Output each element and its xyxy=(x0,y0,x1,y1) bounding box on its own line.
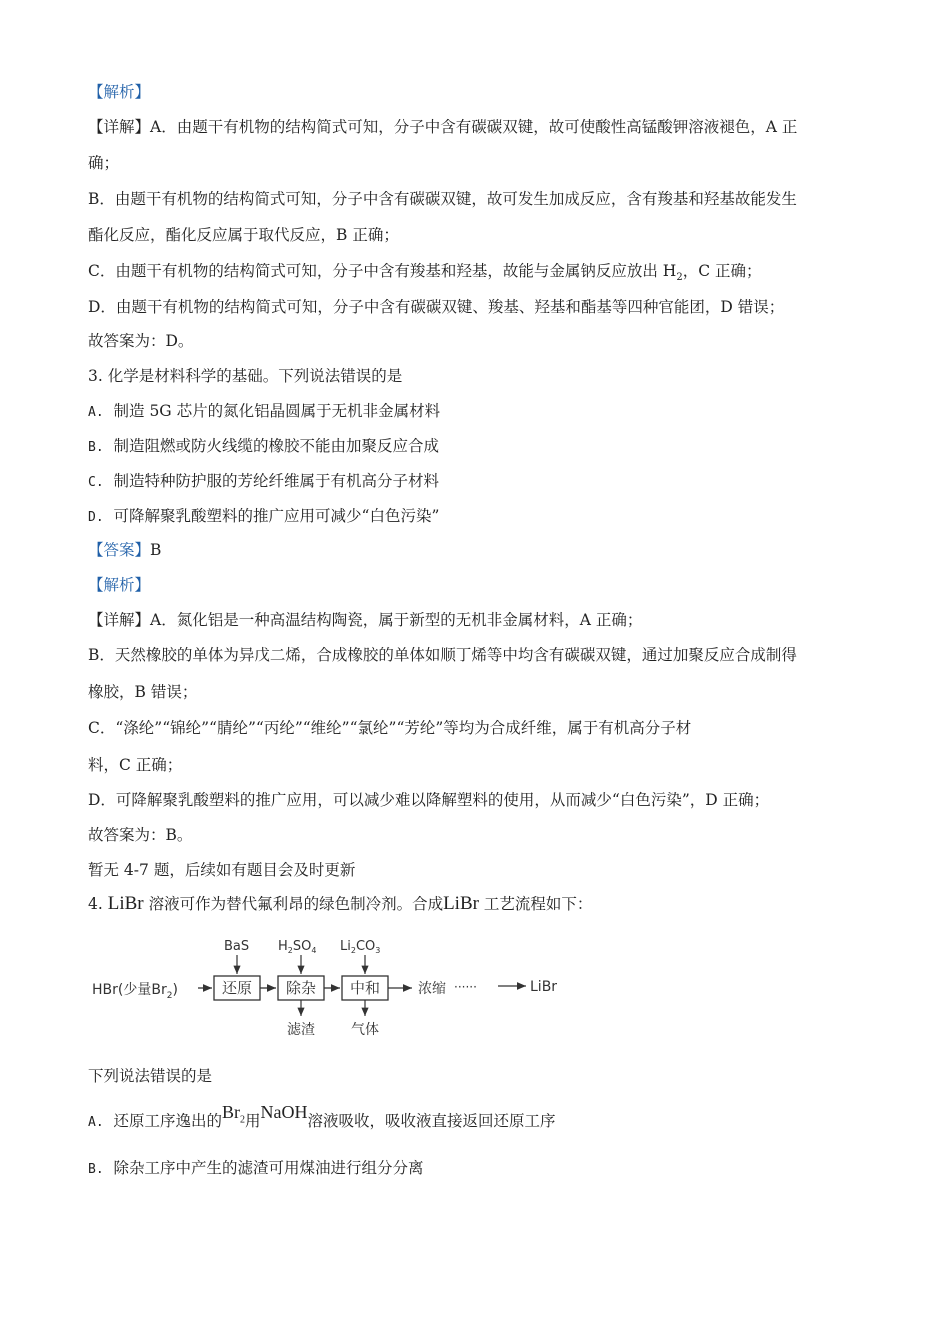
q3-explain-4: C．“涤纶”“锦纶”“腈纶”“丙纶”“维纶”“氯纶”“芳纶”等均为合成纤维，属于有机高分子材 xyxy=(88,719,692,737)
q3-answer xyxy=(88,540,161,560)
q4-option-a xyxy=(88,1102,556,1139)
q4-number: 4. xyxy=(88,895,103,913)
q4-option-b xyxy=(88,1158,424,1180)
q3-explain-2: B．天然橡胶的单体为异戊二烯，合成橡胶的单体如顺丁烯等中均含有碳碳双键，通过加聚反应合成制得 xyxy=(88,646,797,664)
flow-output-residue: 滤渣 xyxy=(287,1022,315,1038)
reagent-bas: BaS xyxy=(224,939,250,954)
flow-product: LiBr xyxy=(530,979,558,995)
detail-line-1: 【详解】A．由题干有机物的结构简式可知，分子中含有碳碳双键，故可使酸性高锰酸钾溶液褪色，A 正 xyxy=(88,118,798,136)
q3-explain-7: 故答案为：B。 xyxy=(88,826,193,844)
flow-step-purify: 除杂 xyxy=(285,979,317,997)
q3-option-b xyxy=(88,436,439,458)
detail-line-5-tail: ，C 正确； xyxy=(682,262,762,280)
q3-option-a xyxy=(88,401,440,423)
detail-line-5-text: C．由题干有机物的结构简式可知，分子中含有羧基和羟基，故能与金属钠反应放出 H xyxy=(88,262,677,280)
reagent-li2co3: $Li_2CO_3$ xyxy=(340,939,381,955)
detail-line-5 xyxy=(88,261,761,288)
q3-explain-5: 料，C 正确； xyxy=(88,756,183,774)
update-note: 暂无 4-7 题，后续如有题目会及时更新 xyxy=(88,861,356,879)
option-text: 制造特种防护服的芳纶纤维属于有机高分子材料 xyxy=(113,472,440,490)
formula-naoh: NaOH xyxy=(260,1102,308,1122)
option-text: 用 xyxy=(245,1112,261,1130)
q3-explain-6: D．可降解聚乳酸塑料的推广应用，可以减少难以降解塑料的使用，从而减少“白色污染”，D 正确； xyxy=(88,791,770,809)
reagent-h2so4: $H_2SO_4$ xyxy=(278,939,317,955)
flow-step-neutralize: 中和 xyxy=(349,979,381,997)
q4-stem-text: 溶液可作为替代氟利昂的绿色制冷剂。合成 xyxy=(148,895,444,913)
option-letter: B. xyxy=(88,440,104,455)
q3-explain-3: 橡胶，B 错误； xyxy=(88,683,198,701)
option-text: 还原工序逸出的 xyxy=(113,1112,223,1130)
formula-br2: $Br_2$ xyxy=(222,1102,246,1126)
option-text: 除杂工序中产生的滤渣可用煤油进行组分分离 xyxy=(113,1159,424,1177)
subscript: 2 xyxy=(676,272,683,284)
option-letter: A. xyxy=(88,405,104,420)
option-text: 溶液吸收，吸收液直接返回还原工序 xyxy=(307,1112,556,1130)
q4-stem xyxy=(88,894,592,914)
q3-explain-1: 【详解】A．氮化铝是一种高温结构陶瓷，属于新型的无机非金属材料，A 正确； xyxy=(88,611,643,629)
analysis-heading: 【解析】 xyxy=(88,83,151,101)
option-letter: A. xyxy=(88,1115,104,1130)
q4-prompt: 下列说法错误的是 xyxy=(88,1067,213,1085)
detail-line-4: 酯化反应，酯化反应属于取代反应，B 正确； xyxy=(88,226,399,244)
q3-analysis-heading: 【解析】 xyxy=(88,576,151,594)
process-flow-diagram xyxy=(88,930,608,1045)
option-text: 制造阻燃或防火线缆的橡胶不能由加聚反应合成 xyxy=(113,437,440,455)
q4-stem-tail: 工艺流程如下： xyxy=(483,895,593,913)
flow-step-reduce: 还原 xyxy=(221,979,253,997)
flow-concentrate: 浓缩 xyxy=(418,981,446,997)
option-letter: C. xyxy=(88,475,104,490)
q3-stem: 3. 化学是材料科学的基础。下列说法错误的是 xyxy=(88,367,403,385)
answer-value: B xyxy=(150,541,162,559)
option-letter: D. xyxy=(88,510,104,525)
flow-input: HBr(少量$Br_2$) xyxy=(92,982,178,1001)
detail-line-2: 确； xyxy=(88,154,120,172)
formula-libr: LiBr xyxy=(107,893,144,914)
q3-option-c xyxy=(88,471,439,493)
q3-option-d xyxy=(88,506,439,528)
option-letter: B. xyxy=(88,1162,104,1177)
detail-line-3: B．由题干有机物的结构简式可知，分子中含有碳碳双键，故可发生加成反应，含有羧基和羟基故能发生 xyxy=(88,190,797,208)
answer-label: 【答案】 xyxy=(88,541,151,559)
flow-output-gas: 气体 xyxy=(351,1022,379,1038)
option-text: 可降解聚乳酸塑料的推广应用可减少“白色污染” xyxy=(113,507,440,525)
answer-line: 故答案为：D。 xyxy=(88,332,194,350)
option-text: 制造 5G 芯片的氮化铝晶圆属于无机非金属材料 xyxy=(113,402,441,420)
flow-dots: ······ xyxy=(454,980,477,994)
formula-libr: LiBr xyxy=(443,893,479,914)
detail-line-6: D．由题干有机物的结构简式可知，分子中含有碳碳双键、羧基、羟基和酯基等四种官能团，D 错误； xyxy=(88,298,785,316)
